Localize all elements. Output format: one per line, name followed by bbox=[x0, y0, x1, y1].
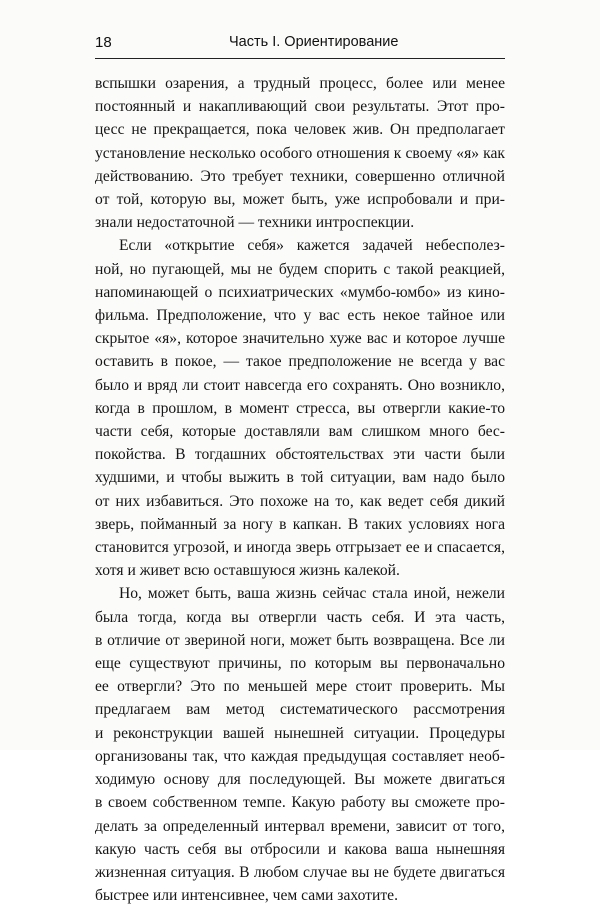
text-line: в отличие от звериной ноги, может быть возвращена. Все ли bbox=[95, 631, 505, 649]
text-line: действованию. Это требует техники, совершенно отличной bbox=[95, 167, 505, 185]
header-rule bbox=[95, 58, 505, 59]
text-line: от них избавиться. Это похоже на то, как ведет себя дикий bbox=[95, 492, 505, 510]
text-line: когда в прошлом, в момент стресса, вы отвергли какие-то bbox=[95, 399, 505, 417]
paragraph-2 bbox=[95, 234, 505, 582]
text-line: ной, но пугающей, мы не будем спорить с такой реакцией, bbox=[95, 260, 505, 278]
text-line: делать за определенный интервал времени, зависит от того, bbox=[95, 817, 505, 835]
text-line: части себя, которые доставляли вам слишком много бес- bbox=[95, 423, 505, 441]
paragraph-1 bbox=[95, 72, 505, 234]
page-header bbox=[95, 34, 505, 58]
text-line: быстрее или интенсивнее, чем сами захотите. bbox=[95, 887, 398, 905]
paragraph-3 bbox=[95, 582, 505, 907]
text-line: ходимую основу для последующей. Вы можете двигаться bbox=[95, 771, 505, 789]
text-line: знали недостаточной — техники интроспекции. bbox=[95, 214, 415, 232]
text-line: установление несколько особого отношения к своему «я» как bbox=[95, 144, 505, 162]
text-line: организованы так, что каждая предыдущая составляет необ- bbox=[95, 747, 505, 765]
text-line: Но, может быть, ваша жизнь сейчас стала иной, нежели bbox=[119, 585, 505, 603]
text-line: еще существуют причины, по которым вы первоначально bbox=[95, 655, 505, 673]
text-line: в своем собственном темпе. Какую работу вы сможете про- bbox=[95, 794, 505, 812]
text-line: покойства. В тогдашних обстоятельствах эти части были bbox=[95, 446, 505, 464]
text-line: цесс не прекращается, пока человек жив. Он предполагает bbox=[95, 121, 505, 139]
text-line: было и вряд ли стоит навсегда его сохранять. Оно возникло, bbox=[95, 376, 505, 394]
text-line: напоминающей о психиатрических «мумбо-юмбо» из кино- bbox=[95, 283, 505, 301]
text-line: Если «открытие себя» кажется задачей небесполез- bbox=[119, 237, 505, 255]
text-line: предлагаем вам метод систематического рассмотрения bbox=[95, 701, 505, 719]
text-line: от той, которую вы, может быть, уже испробовали и при- bbox=[95, 191, 505, 209]
text-line: худшими, и чтобы выжить в той ситуации, вам надо было bbox=[95, 469, 505, 487]
text-line: была тогда, когда вы отвергли часть себя. И эта часть, bbox=[95, 608, 505, 626]
text-line: жизненная ситуация. В любом случае вы не будете двигаться bbox=[95, 863, 505, 881]
text-line: постоянный и накапливающий свои результаты. Этот про- bbox=[95, 98, 505, 116]
text-line: вспышки озарения, а трудный процесс, более или менее bbox=[95, 75, 505, 92]
text-line: скрытое «я», которое значительно хуже вас и которое лучше bbox=[95, 330, 505, 348]
text-line: какую часть себя вы отбросили и какова ваша нынешняя bbox=[95, 840, 505, 858]
text-line: хотя и живет всю оставшуюся жизнь калекой. bbox=[95, 562, 400, 580]
text-line: оставить в покое, — такое предположение не всегда у вас bbox=[95, 353, 505, 371]
body-text bbox=[95, 72, 505, 907]
text-line: фильма. Предположение, что у вас есть некое тайное или bbox=[95, 307, 505, 325]
running-title: Часть I. Ориентирование bbox=[229, 34, 399, 50]
text-line: зверь, пойманный за ногу в капкан. В таких условиях нога bbox=[95, 515, 505, 533]
text-line: ее отвергли? Это по меньшей мере стоит проверить. Мы bbox=[95, 678, 505, 696]
text-line: становится угрозой, и иногда зверь отгрызает ее и спасается, bbox=[95, 539, 505, 557]
text-line: и реконструкции вашей нынешней ситуации. Процедуры bbox=[95, 724, 505, 742]
page-number: 18 bbox=[95, 34, 112, 51]
